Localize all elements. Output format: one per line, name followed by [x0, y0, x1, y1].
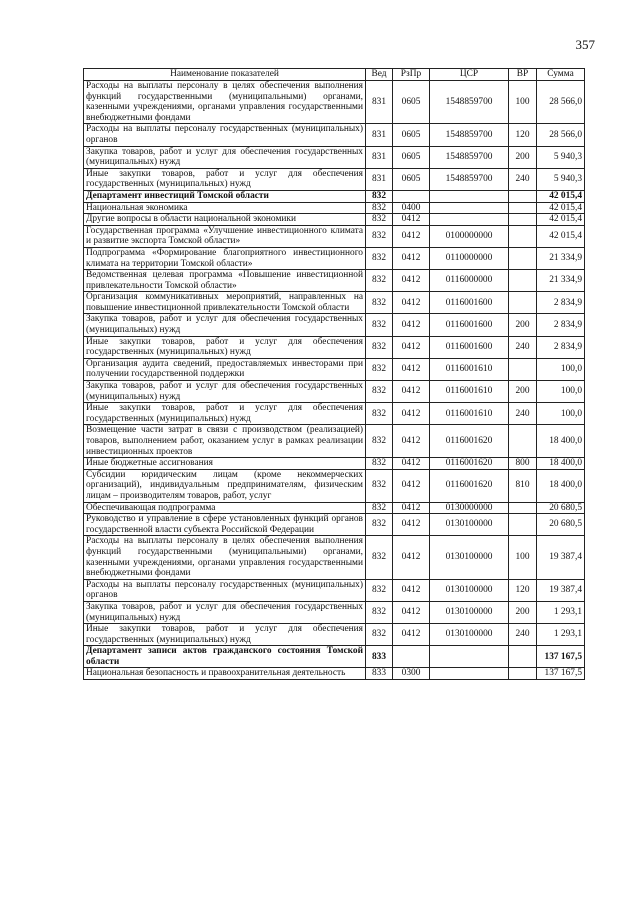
- row-vr: 200: [509, 601, 537, 623]
- row-csr: [430, 214, 509, 226]
- row-csr: 0110000000: [430, 247, 509, 269]
- row-vr: 200: [509, 314, 537, 336]
- row-vr: 240: [509, 403, 537, 425]
- table-row: [84, 458, 585, 470]
- row-csr: [430, 202, 509, 214]
- row-csr: 0130100000: [430, 601, 509, 623]
- row-rzpr: 0605: [393, 124, 430, 146]
- row-sum: 100,0: [537, 403, 585, 425]
- row-csr: 0130100000: [430, 514, 509, 536]
- row-name: Иные закупки товаров, работ и услуг для обеспечения государственных (муниципальных) нужд: [84, 168, 366, 190]
- row-csr: 0116001610: [430, 358, 509, 380]
- row-csr: 0130100000: [430, 624, 509, 646]
- row-sum: 21 334,9: [537, 270, 585, 292]
- row-ved: 832: [366, 190, 393, 202]
- row-ved: 832: [366, 502, 393, 514]
- row-vr: [509, 646, 537, 668]
- header-rzpr: РзПр: [393, 69, 430, 81]
- row-sum: 21 334,9: [537, 247, 585, 269]
- row-name: Обеспечивающая подпрограмма: [84, 502, 366, 514]
- row-name: Организация коммуникативных мероприятий, направленных на повышение инвестиционной привлекательности Томской области: [84, 292, 366, 314]
- row-rzpr: 0605: [393, 146, 430, 168]
- row-rzpr: 0412: [393, 458, 430, 470]
- row-vr: 200: [509, 381, 537, 403]
- row-vr: 200: [509, 146, 537, 168]
- row-sum: 18 400,0: [537, 458, 585, 470]
- row-rzpr: 0412: [393, 270, 430, 292]
- table-row: [84, 624, 585, 646]
- row-ved: 831: [366, 168, 393, 190]
- row-rzpr: 0412: [393, 381, 430, 403]
- row-ved: 832: [366, 292, 393, 314]
- row-csr: 0130100000: [430, 579, 509, 601]
- row-vr: [509, 358, 537, 380]
- row-sum: 42 015,4: [537, 190, 585, 202]
- row-name: Возмещение части затрат в связи с производством (реализацией) товаров, выполнением работ, оказанием услуг в рамках реализации инвестиционных проектов: [84, 425, 366, 458]
- row-ved: 832: [366, 601, 393, 623]
- table-row: [84, 225, 585, 247]
- page-number: 357: [575, 37, 595, 52]
- row-rzpr: 0412: [393, 624, 430, 646]
- row-sum: 42 015,4: [537, 202, 585, 214]
- table-header-row: [84, 69, 585, 81]
- row-ved: 831: [366, 146, 393, 168]
- row-csr: 0130000000: [430, 502, 509, 514]
- row-name: Ведомственная целевая программа «Повышение инвестиционной привлекательности Томской области»: [84, 270, 366, 292]
- row-ved: 831: [366, 81, 393, 124]
- row-rzpr: 0412: [393, 514, 430, 536]
- row-sum: 1 293,1: [537, 601, 585, 623]
- row-ved: 832: [366, 381, 393, 403]
- row-vr: [509, 270, 537, 292]
- row-name: Другие вопросы в области национальной экономики: [84, 214, 366, 226]
- row-csr: [430, 646, 509, 668]
- row-sum: 28 566,0: [537, 124, 585, 146]
- row-vr: [509, 247, 537, 269]
- row-vr: 100: [509, 81, 537, 124]
- table-row: [84, 381, 585, 403]
- row-rzpr: 0412: [393, 247, 430, 269]
- row-csr: 0100000000: [430, 225, 509, 247]
- row-name: Иные закупки товаров, работ и услуг для обеспечения государственных (муниципальных) нужд: [84, 403, 366, 425]
- row-ved: 832: [366, 214, 393, 226]
- row-csr: 0116000000: [430, 270, 509, 292]
- row-sum: 2 834,9: [537, 292, 585, 314]
- header-sum: Сумма: [537, 69, 585, 81]
- table-row: [84, 202, 585, 214]
- row-vr: [509, 425, 537, 458]
- row-vr: [509, 214, 537, 226]
- row-rzpr: 0412: [393, 336, 430, 358]
- table-row: [84, 81, 585, 124]
- row-ved: 831: [366, 124, 393, 146]
- row-vr: [509, 502, 537, 514]
- row-sum: 2 834,9: [537, 314, 585, 336]
- table-row: [84, 336, 585, 358]
- row-name: Иные бюджетные ассигнования: [84, 458, 366, 470]
- row-sum: 18 400,0: [537, 469, 585, 502]
- row-sum: 100,0: [537, 381, 585, 403]
- row-vr: 120: [509, 124, 537, 146]
- row-ved: 832: [366, 624, 393, 646]
- row-rzpr: 0412: [393, 214, 430, 226]
- row-rzpr: 0412: [393, 469, 430, 502]
- row-ved: 832: [366, 514, 393, 536]
- row-sum: 20 680,5: [537, 514, 585, 536]
- row-name: Руководство и управление в сфере установленных функций органов государственной власти субъекта Российской Федерации: [84, 514, 366, 536]
- row-rzpr: 0605: [393, 168, 430, 190]
- table-row: [84, 190, 585, 202]
- row-name: Государственная программа «Улучшение инвестиционного климата и развитие экспорта Томской области»: [84, 225, 366, 247]
- row-csr: 0116001600: [430, 336, 509, 358]
- row-ved: 832: [366, 458, 393, 470]
- row-ved: 832: [366, 270, 393, 292]
- row-csr: 0116001620: [430, 458, 509, 470]
- row-sum: 5 940,3: [537, 168, 585, 190]
- row-ved: 832: [366, 403, 393, 425]
- table-row: [84, 168, 585, 190]
- table-body: [84, 81, 585, 680]
- table-row: [84, 646, 585, 668]
- row-vr: 800: [509, 458, 537, 470]
- row-vr: [509, 190, 537, 202]
- row-name: Иные закупки товаров, работ и услуг для обеспечения государственных (муниципальных) нужд: [84, 336, 366, 358]
- row-ved: 832: [366, 536, 393, 579]
- table-row: [84, 358, 585, 380]
- row-ved: 832: [366, 358, 393, 380]
- row-vr: [509, 514, 537, 536]
- table-row: [84, 425, 585, 458]
- row-name: Организация аудита сведений, предоставляемых инвесторами при получении государственной поддержки: [84, 358, 366, 380]
- row-vr: [509, 202, 537, 214]
- row-ved: 832: [366, 469, 393, 502]
- table-row: [84, 214, 585, 226]
- row-sum: 100,0: [537, 358, 585, 380]
- table-row: [84, 314, 585, 336]
- table-row: [84, 601, 585, 623]
- row-rzpr: 0412: [393, 292, 430, 314]
- row-name: Закупка товаров, работ и услуг для обеспечения государственных (муниципальных) нужд: [84, 314, 366, 336]
- table-row: [84, 536, 585, 579]
- table-row: [84, 403, 585, 425]
- row-name: Подпрограмма «Формирование благоприятного инвестиционного климата на территории Томской области»: [84, 247, 366, 269]
- row-rzpr: 0605: [393, 81, 430, 124]
- row-rzpr: 0412: [393, 536, 430, 579]
- table-row: [84, 292, 585, 314]
- row-name: Иные закупки товаров, работ и услуг для обеспечения государственных (муниципальных) нужд: [84, 624, 366, 646]
- table-row: [84, 247, 585, 269]
- row-csr: [430, 190, 509, 202]
- table-row: [84, 146, 585, 168]
- row-sum: 42 015,4: [537, 225, 585, 247]
- row-sum: 20 680,5: [537, 502, 585, 514]
- row-vr: [509, 292, 537, 314]
- row-name: Департамент инвестиций Томской области: [84, 190, 366, 202]
- header-name: Наименование показателей: [84, 69, 366, 81]
- row-ved: 832: [366, 425, 393, 458]
- header-ved: Вед: [366, 69, 393, 81]
- table-row: [84, 514, 585, 536]
- row-vr: 810: [509, 469, 537, 502]
- row-ved: 832: [366, 336, 393, 358]
- row-sum: 18 400,0: [537, 425, 585, 458]
- row-name: Расходы на выплаты персоналу государственных (муниципальных) органов: [84, 124, 366, 146]
- row-ved: 833: [366, 646, 393, 668]
- row-name: Субсидии юридическим лицам (кроме некоммерческих организаций), индивидуальным предпринимателям, физическим лицам – производителям товаров, работ, услуг: [84, 469, 366, 502]
- row-rzpr: 0412: [393, 225, 430, 247]
- row-sum: 42 015,4: [537, 214, 585, 226]
- header-vr: ВР: [509, 69, 537, 81]
- row-rzpr: 0400: [393, 202, 430, 214]
- row-name: Расходы на выплаты персоналу в целях обеспечения выполнения функций государственными (муниципальными) органами, казенными учреждениями, органами управления государственными внебюджетными фондами: [84, 536, 366, 579]
- row-rzpr: 0412: [393, 403, 430, 425]
- row-name: Закупка товаров, работ и услуг для обеспечения государственных (муниципальных) нужд: [84, 601, 366, 623]
- row-csr: 1548859700: [430, 146, 509, 168]
- row-ved: 832: [366, 314, 393, 336]
- row-rzpr: 0300: [393, 668, 430, 680]
- row-vr: [509, 225, 537, 247]
- table-row: [84, 668, 585, 680]
- row-sum: 2 834,9: [537, 336, 585, 358]
- row-vr: 240: [509, 168, 537, 190]
- row-rzpr: 0412: [393, 358, 430, 380]
- row-csr: 0116001610: [430, 403, 509, 425]
- row-rzpr: 0412: [393, 601, 430, 623]
- row-sum: 19 387,4: [537, 536, 585, 579]
- row-rzpr: 0412: [393, 579, 430, 601]
- row-csr: 1548859700: [430, 168, 509, 190]
- row-vr: 240: [509, 336, 537, 358]
- row-csr: [430, 668, 509, 680]
- row-rzpr: 0412: [393, 425, 430, 458]
- row-csr: 0116001620: [430, 469, 509, 502]
- row-sum: 5 940,3: [537, 146, 585, 168]
- row-vr: 100: [509, 536, 537, 579]
- row-sum: 137 167,5: [537, 646, 585, 668]
- row-rzpr: 0412: [393, 314, 430, 336]
- row-rzpr: 0412: [393, 502, 430, 514]
- row-csr: 0116001620: [430, 425, 509, 458]
- row-ved: 832: [366, 225, 393, 247]
- row-ved: 833: [366, 668, 393, 680]
- row-sum: 19 387,4: [537, 579, 585, 601]
- row-ved: 832: [366, 579, 393, 601]
- row-name: Национальная безопасность и правоохранительная деятельность: [84, 668, 366, 680]
- row-vr: 120: [509, 579, 537, 601]
- table-row: [84, 270, 585, 292]
- row-csr: 1548859700: [430, 81, 509, 124]
- row-name: Департамент записи актов гражданского состояния Томской области: [84, 646, 366, 668]
- budget-table: [83, 68, 585, 680]
- row-sum: 28 566,0: [537, 81, 585, 124]
- row-sum: 1 293,1: [537, 624, 585, 646]
- table-row: [84, 579, 585, 601]
- row-name: Расходы на выплаты персоналу в целях обеспечения выполнения функций государственными (муниципальными) органами, казенными учреждениями, органами управления государственными внебюджетными фондами: [84, 81, 366, 124]
- row-rzpr: [393, 646, 430, 668]
- row-vr: 240: [509, 624, 537, 646]
- table-row: [84, 502, 585, 514]
- header-csr: ЦСР: [430, 69, 509, 81]
- table-row: [84, 469, 585, 502]
- row-name: Закупка товаров, работ и услуг для обеспечения государственных (муниципальных) нужд: [84, 381, 366, 403]
- row-csr: 0130100000: [430, 536, 509, 579]
- row-ved: 832: [366, 247, 393, 269]
- row-rzpr: [393, 190, 430, 202]
- row-csr: 1548859700: [430, 124, 509, 146]
- row-sum: 137 167,5: [537, 668, 585, 680]
- row-ved: 832: [366, 202, 393, 214]
- row-name: Расходы на выплаты персоналу государственных (муниципальных) органов: [84, 579, 366, 601]
- row-name: Национальная экономика: [84, 202, 366, 214]
- row-vr: [509, 668, 537, 680]
- table-row: [84, 124, 585, 146]
- row-csr: 0116001600: [430, 292, 509, 314]
- row-csr: 0116001610: [430, 381, 509, 403]
- row-name: Закупка товаров, работ и услуг для обеспечения государственных (муниципальных) нужд: [84, 146, 366, 168]
- row-csr: 0116001600: [430, 314, 509, 336]
